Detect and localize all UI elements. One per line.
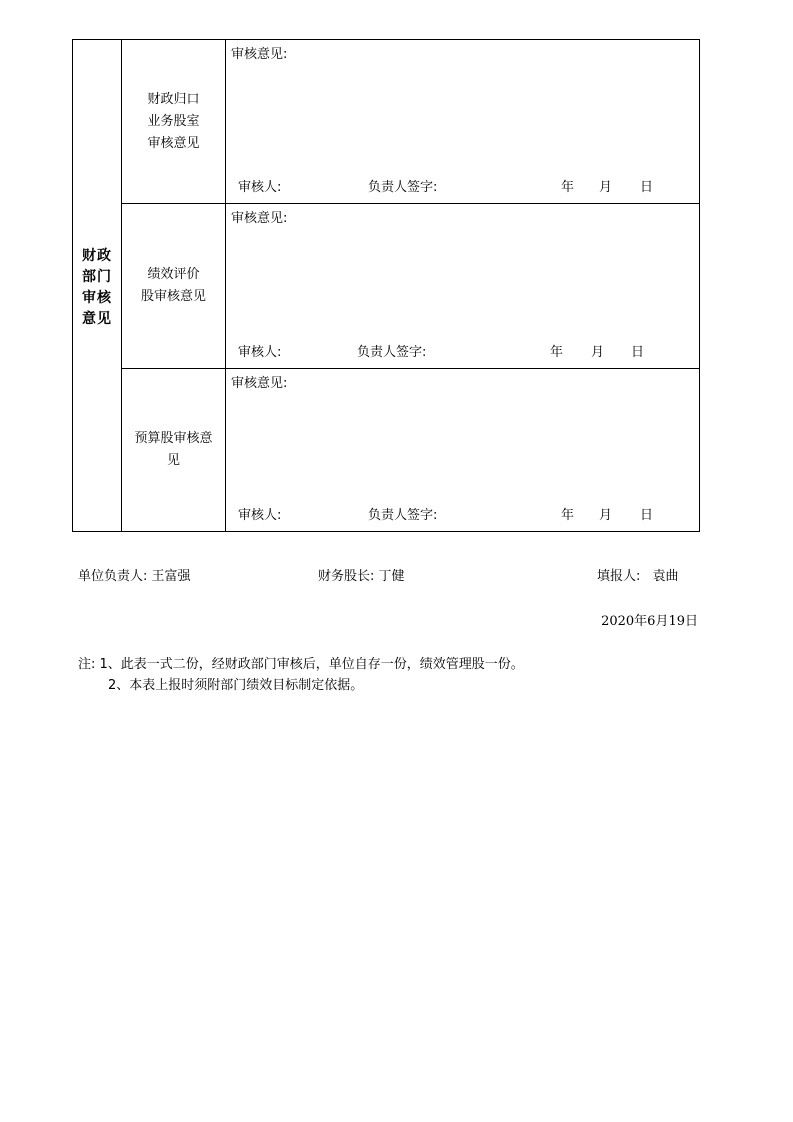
reviewer-label: 审核人: <box>238 180 282 195</box>
section-label-line: 股审核意见 <box>140 289 206 304</box>
section-label-line: 见 <box>166 453 180 468</box>
review-section-budget-office <box>122 40 699 204</box>
review-section-budget <box>122 369 699 531</box>
unit-head <box>78 565 191 584</box>
month-label: 月 <box>599 180 613 195</box>
year-label: 年 <box>561 508 575 523</box>
opinion-label: 审核意见: <box>231 47 288 62</box>
day-label: 日 <box>640 180 654 195</box>
section-label <box>122 40 226 203</box>
month-label: 月 <box>599 508 613 523</box>
signer-label: 负责人签字: <box>368 508 438 523</box>
section-label-line: 财政归口 <box>147 91 200 107</box>
year-label: 年 <box>550 345 564 360</box>
section-label-line: 审核意见 <box>147 135 200 151</box>
report-date: 2020年6月19日 <box>601 614 698 629</box>
finance-chief <box>318 565 405 584</box>
section-label-line: 预算股审核意 <box>134 431 213 446</box>
finance-chief-name: 丁健 <box>378 569 405 584</box>
finance-chief-label: 财务股长: <box>318 569 375 584</box>
opinion-area[interactable] <box>226 40 699 203</box>
opinion-label: 审核意见: <box>231 376 288 391</box>
opinion-area[interactable] <box>226 369 699 531</box>
reviewer-label: 审核人: <box>238 508 282 523</box>
note-line-2: 2、本表上报时须附部门绩效目标制定依据。 <box>108 678 364 693</box>
unit-head-label: 单位负责人: <box>78 569 148 584</box>
review-section-performance <box>122 204 699 369</box>
unit-head-name: 王富强 <box>151 569 191 584</box>
opinion-label: 审核意见: <box>231 211 288 226</box>
filler-name: 袁曲 <box>652 569 679 584</box>
review-table <box>72 39 700 532</box>
section-label <box>122 204 226 368</box>
section-label <box>122 369 226 531</box>
filler <box>597 565 679 584</box>
section-label-line: 业务股室 <box>147 113 200 129</box>
day-label: 日 <box>631 345 645 360</box>
dept-review-label: 财政部门审核意见 <box>82 247 112 327</box>
filler-label: 填报人: <box>597 569 641 584</box>
section-label-line: 绩效评价 <box>147 267 200 282</box>
day-label: 日 <box>640 508 654 523</box>
opinion-area[interactable] <box>226 204 699 368</box>
note-line-1: 注: 1、此表一式二份，经财政部门审核后，单位自存一份，绩效管理股一份。 <box>78 657 524 672</box>
signer-label: 负责人签字: <box>368 180 438 195</box>
signer-label: 负责人签字: <box>357 345 427 360</box>
reviewer-label: 审核人: <box>238 345 282 360</box>
month-label: 月 <box>591 345 605 360</box>
year-label: 年 <box>561 180 575 195</box>
dept-column <box>73 40 122 531</box>
